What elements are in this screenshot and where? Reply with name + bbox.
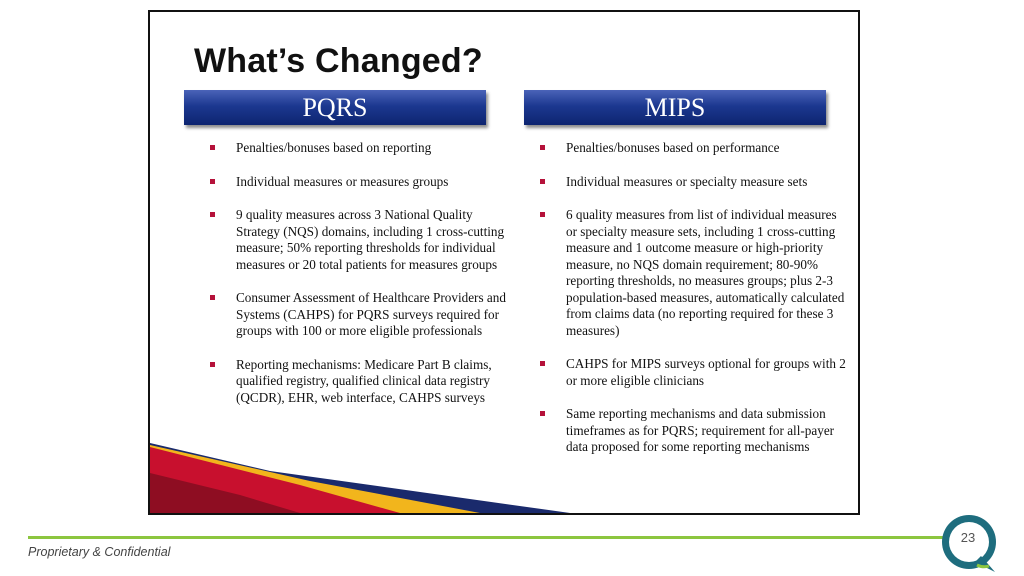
confidential-label: Proprietary & Confidential — [28, 545, 171, 559]
pqrs-list — [210, 140, 508, 423]
mips-list — [540, 140, 846, 473]
list-item: Individual measures or measures groups — [210, 174, 508, 191]
list-item: Consumer Assessment of Healthcare Providers and Systems (CAHPS) for PQRS surveys required for groups with 100 or more eligible professionals — [210, 290, 508, 340]
mips-header: MIPS — [524, 90, 826, 125]
square-bullet-icon — [540, 145, 545, 150]
square-bullet-icon — [210, 295, 215, 300]
square-bullet-icon — [540, 361, 545, 366]
list-item: Penalties/bonuses based on reporting — [210, 140, 508, 157]
page-number: 23 — [960, 530, 976, 545]
square-bullet-icon — [540, 179, 545, 184]
slide-title: What’s Changed? — [194, 42, 483, 80]
decorative-swoosh — [150, 433, 570, 513]
list-item: Individual measures or specialty measure sets — [540, 174, 846, 191]
list-item: 9 quality measures across 3 National Quality Strategy (NQS) domains, including 1 cross-cutting measure; 50% reporting thresholds for individual measures or 20 total patients for measures groups — [210, 207, 508, 273]
list-item: Reporting mechanisms: Medicare Part B claims, qualified registry, qualified clinical data registry (QCDR), EHR, web interface, CAHPS surveys — [210, 357, 508, 407]
square-bullet-icon — [210, 212, 215, 217]
slide-frame — [148, 10, 860, 515]
square-bullet-icon — [540, 212, 545, 217]
square-bullet-icon — [540, 411, 545, 416]
square-bullet-icon — [210, 179, 215, 184]
square-bullet-icon — [210, 145, 215, 150]
list-item: Penalties/bonuses based on performance — [540, 140, 846, 157]
pqrs-header: PQRS — [184, 90, 486, 125]
list-item: Same reporting mechanisms and data submission timeframes as for PQRS; requirement for all-payer data proposed for some reporting mechanisms — [540, 406, 846, 456]
square-bullet-icon — [210, 362, 215, 367]
list-item: 6 quality measures from list of individual measures or specialty measure sets, including 1 cross-cutting measure and 1 outcome measure or high-priority measure, no NQS domain requirement; 80-90% reporting thresholds, no measures groups; plus 2-3 population-based measures, automatically calculated from claims data (no reporting required for these 3 measures) — [540, 207, 846, 339]
list-item: CAHPS for MIPS surveys optional for groups with 2 or more eligible clinicians — [540, 356, 846, 389]
footer-divider — [28, 536, 943, 539]
